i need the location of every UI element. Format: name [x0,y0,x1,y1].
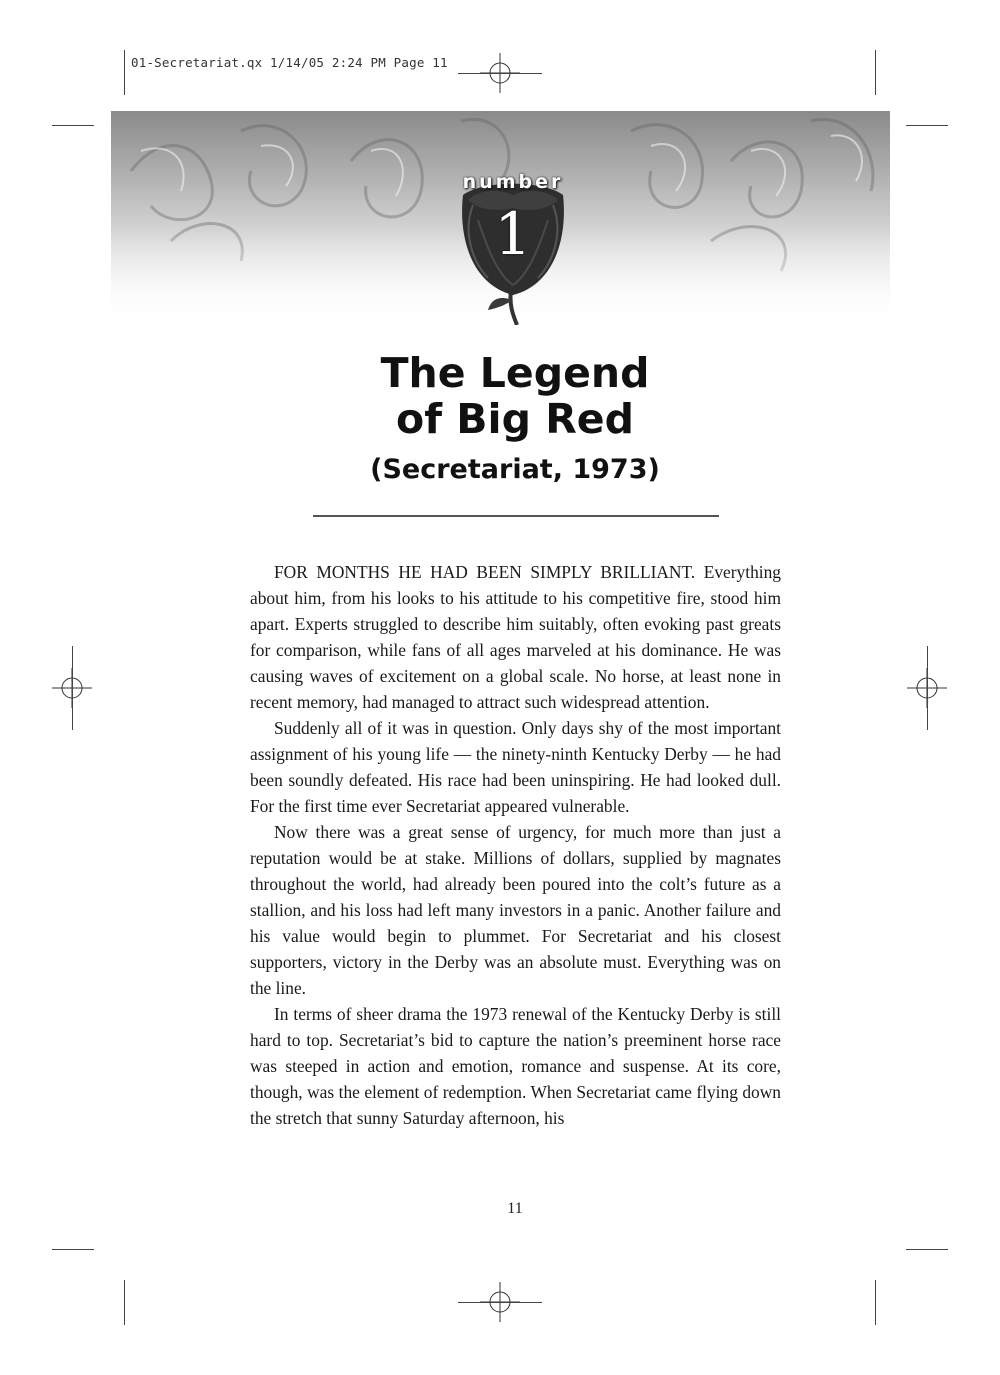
chapter-title [250,350,780,442]
registration-line-right [927,646,928,730]
crop-mark-bottom-left-vertical [124,1280,125,1325]
crop-mark-top-right-horizontal [906,125,948,126]
chapter-number: 1 [494,200,532,268]
registration-line-left [72,646,73,730]
registration-line-bottom [458,1302,542,1303]
chapter-title-line-2: of Big Red [396,395,634,443]
chapter-subtitle: (Secretariat, 1973) [370,454,660,485]
crop-mark-bottom-right-horizontal [906,1249,948,1250]
page-number: 11 [507,1200,523,1217]
paragraph-4: In terms of sheer drama the 1973 renewal of the Kentucky Derby is still hard to top. Secretariat’s bid to capture the nation’s preeminent horse race was steeped in action and emotion, romance and suspense. At its core, though, was the element of redemption. When Secretariat came flying down the stretch that sunny Saturday afternoon, his [250,1004,781,1128]
registration-line-top [458,73,542,74]
paragraph-3: Now there was a great sense of urgency, for much more than just a reputation would be at stake. Millions of dollars, supplied by magnates throughout the world, had already been poured into the colt’s future as a stallion, and his loss had left many investors in a panic. Another failure and his value would begin to plummet. For Secretariat and his closest supporters, victory in the Derby was an absolute must. Everything was on the line. [250,822,781,998]
crop-mark-top-left-horizontal [52,125,94,126]
slug-line: 01-Secretariat.qx 1/14/05 2:24 PM Page 11 [131,55,448,70]
paragraph-2: Suddenly all of it was in question. Only days shy of the most important assignment of his young life — the ninety-ninth Kentucky Derby — he had been soundly defeated. His race had been uninspiring. He had looked dull. For the first time ever Secretariat appeared vulnerable. [250,718,781,816]
crop-mark-bottom-left-horizontal [52,1249,94,1250]
crop-mark-bottom-right-vertical [875,1280,876,1325]
chapter-label: number [462,171,564,193]
paragraph-1: FOR MONTHS HE HAD BEEN SIMPLY BRILLIANT. Everything about him, from his looks to his attitude to his competitive fire, stood him apart. Experts struggled to describe him suitably, often evoking past greats for comparison, while fans of all ages marveled at his dominance. He was causing waves of excitement on a global scale. No horse, at least none in recent memory, had managed to attract such widespread attention. [250,562,781,712]
title-divider [313,515,719,517]
body-text [250,559,781,1131]
crop-mark-top-right-vertical [875,50,876,95]
chapter-title-line-1: The Legend [380,349,650,397]
crop-mark-top-left-vertical [124,50,125,95]
